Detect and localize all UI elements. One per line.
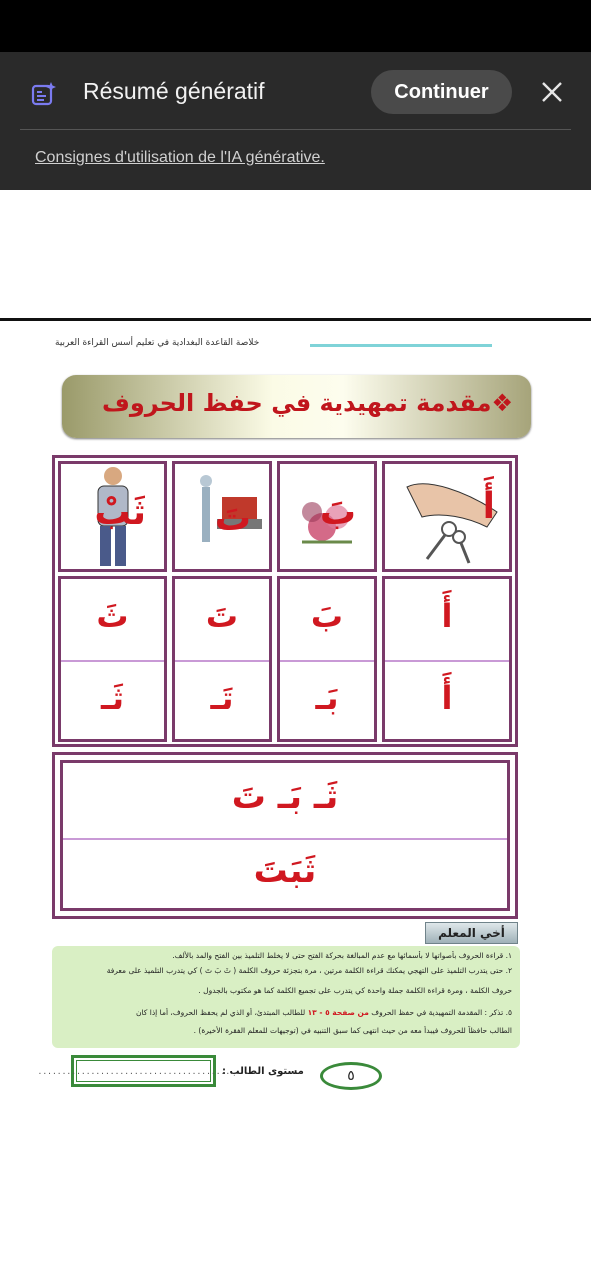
document-page [0, 321, 591, 1280]
banner-divider [20, 129, 571, 130]
letter-isolated: بَ [310, 597, 344, 635]
word-box [52, 752, 518, 919]
continue-button[interactable]: Continuer [371, 70, 512, 114]
word-joined: ثَبَتَ [253, 851, 317, 891]
student-level-label: مستوى الطالب : [222, 1066, 304, 1077]
word-box-inner [60, 760, 510, 911]
close-icon[interactable] [538, 78, 566, 106]
note-page-range: من صفحة ٥ - ١٣ [307, 1008, 369, 1017]
banner-title-row [0, 70, 591, 118]
student-level-field: ............................................ [76, 1060, 211, 1082]
picture-cell-tha [58, 461, 167, 572]
letter-initial: بَـ [315, 679, 339, 717]
document-header: خلاصة القاعدة البغدادية في تعليم أسس القراءة العربية [55, 338, 260, 348]
cell-divider [280, 660, 374, 662]
word-divider [63, 838, 507, 840]
letter-cell-ta [172, 576, 272, 742]
ai-summary-icon[interactable] [30, 80, 58, 108]
picture-letter: بَ [319, 492, 356, 533]
letter-cell-alif [382, 576, 512, 742]
teacher-note-tab: أخي المعلم [425, 922, 518, 944]
blank-page-area [0, 190, 591, 318]
picture-cell-alif [382, 461, 512, 572]
note-suffix: للطالب المبتدئ، أو الذي لم يحفظ الحروف، أما إذا كان [136, 1008, 306, 1017]
note-line: ٢. حتى يتدرب التلميذ على التهجي يمكنك قراءة الكلمة مرتين ، مرة بتجزئة حروف الكلمة ( ثَ بَ تَ ) كي يتدرب التلميذ على معرفة [106, 966, 512, 975]
cell-divider [385, 660, 509, 662]
header-rule [310, 344, 492, 347]
picture-cell-ba [277, 461, 377, 572]
picture-letter: تَ [214, 498, 251, 539]
letter-isolated: ثَ [96, 597, 129, 635]
note-line [56, 1008, 512, 1017]
picture-cell-ta [172, 461, 272, 572]
letter-initial: ثَـ [101, 679, 124, 717]
ai-guidelines-link[interactable]: Consignes d'utilisation de l'IA générative. [35, 149, 325, 166]
page-number: ٥ [320, 1062, 382, 1090]
letter-isolated: تَ [205, 597, 239, 635]
letter-initial: تَـ [210, 679, 234, 717]
picture-letter: أَ [482, 486, 495, 527]
letter-cell-ba [277, 576, 377, 742]
letters-grid [52, 455, 518, 747]
note-line: الطالب حافظاً للحروف فيبدأ معه من حيث انتهى كما سبق التنبيه في (توجيهات للمعلم الفقرة الأخيرة) . [193, 1026, 512, 1035]
banner-title: Résumé génératif [83, 78, 265, 104]
note-line: حروف الكلمة ، ومرة قراءة الكلمة جملة واحدة كي يتدرب على تجميع الكلمة كما هو مكتوب بالجدول . [198, 986, 512, 995]
title-banner [62, 375, 531, 438]
page-title: ❖مقدمة تمهيدية في حفظ الحروف [101, 389, 513, 417]
cell-divider [61, 660, 164, 662]
picture-letter: ثَبْ [94, 492, 146, 533]
generative-summary-banner [0, 52, 591, 190]
status-bar [0, 0, 591, 52]
letter-cell-tha [58, 576, 167, 742]
student-level-box [37, 1055, 250, 1087]
teacher-notes-reminder [52, 1000, 520, 1048]
cell-divider [175, 660, 269, 662]
letter-isolated: أَ [441, 597, 453, 635]
letter-initial: أَ [441, 679, 453, 717]
note-prefix: ٥. تذكر : المقدمة التمهيدية في حفظ الحروف [371, 1008, 512, 1017]
word-split: ثَـ بَـ تَ [231, 777, 339, 817]
note-line: ١. قراءة الحروف بأصواتها لا بأسمائها مع عدم المبالغة بحركة الفتح حتى لا يخلط التلميذ بين الفتح والمد بالألف. [172, 951, 512, 960]
